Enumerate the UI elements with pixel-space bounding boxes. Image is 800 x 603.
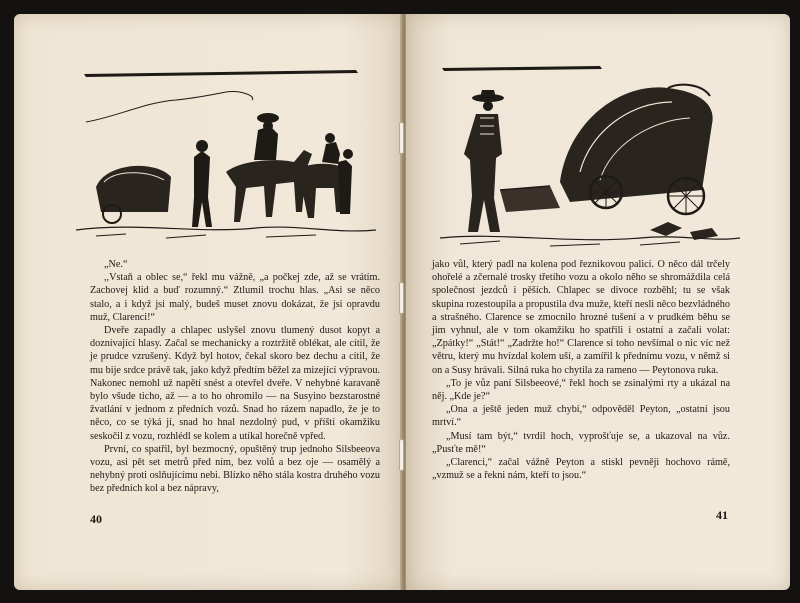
paragraph: jako vůl, který padl na kolena pod řeznikovou palicí. O něco dál trčely ohořelé a zčernalé trosky třetího vozu a okolo něho se shromáždila celá společnost jezdců i pěších. Chlapec se divoce rozběhl; tu se však skupina rozestoupila a propustila dva muže, kteří nesli něco bezvládného a strašného. Clarence se zmocnilo hrozné tušení a v prudkém běhu se jim vyhnul, ale v tom okamžiku ho spatřili i ostatní a začali volat: „Zpátky!“ „Stát!“ „Zadržte ho!“ Clarence si toho nevšímal o nic víc než větru, který mu hvízdal kolem uší, a zamířil k přednímu vozu, v němž si on a Susy hrávali. Silná ruka ho chytila za rameno — Peytonova ruka.	[432, 259, 730, 376]
right-page	[406, 14, 790, 590]
paragraph: ,,Vstaň a oblec se,“ řekl mu vážně, „a počkej zde, až se vrátím. Zachovej klid a buď rozumný.“ Ztlumil trochu hlas. „Asi se něco stalo, a i když jsi malý, budeš muset znovu dokázat, že jsi opravdu muž, Clarenci!“	[90, 272, 380, 323]
left-page-text	[90, 258, 380, 496]
left-page	[14, 14, 402, 590]
paragraph: „Ne.“	[104, 259, 128, 270]
right-page-text	[432, 258, 730, 482]
riders-illustration	[76, 62, 376, 252]
book-spread	[14, 14, 790, 590]
paragraph: „To je vůz paní Silsbeeové,“ řekl hoch se zsinalými rty a ukázal na něj. „Kde je?“	[432, 377, 730, 403]
binding-stitch	[399, 439, 404, 471]
wagon-wreck-illustration	[440, 62, 740, 252]
paragraph: „Clarenci,“ začal vážně Peyton a stiskl pevněji hochovo rámě, „vzmuž se a řekni nám, kteří to jsou.“	[432, 457, 730, 482]
page-number-right: 41	[716, 508, 728, 522]
paragraph: „Musí tam být,“ tvrdil hoch, vyprošťuje se, a ukazoval na vůz. „Pusťte mě!“	[432, 430, 730, 455]
paragraph: Dveře zapadly a chlapec uslyšel znovu tlumený dusot kopyt a doznívající hlasy. Začal se mechanicky a roztržitě oblékat, ale cítil, že je prudce vzrušený. Když byl hotov, čekal skoro bez dechu a cítil, že mu bije srdce právě tak, jako když předtím běžel za mizející výpravou. Nakonec nemohl už napětí snést a otevřel dveře. V nehybné karavaně bylo všude ticho, až — a to ho ohromilo — na Susyino bezstarostné žvatlání v jednom z předních vozů. Snad ho rázem napadlo, že je to něco, co se týká jí, snad ho hnal nezdolný pud, v příští okamžiku seskočil z vozu, rozhlédl se kolem a utíkal horečně vpřed.	[90, 325, 380, 442]
binding-stitch	[399, 282, 404, 314]
binding-stitch	[399, 122, 404, 154]
paragraph: „Ona a ještě jeden muž chybí,“ odpověděl Peyton, „ostatní jsou mrtví.“	[432, 404, 730, 429]
page-number-left: 40	[90, 512, 102, 526]
paragraph: První, co spatřil, byl bezmocný, opuštěný trup jednoho Silsbeeova vozu, asi pět set metrů před ním, bez volů a bez oje — osamělý a nehybný proti oslňujícímu nebi. Blízko něho stála kostra druhého vozu bez předních kol a bez nápravy,	[90, 443, 380, 495]
